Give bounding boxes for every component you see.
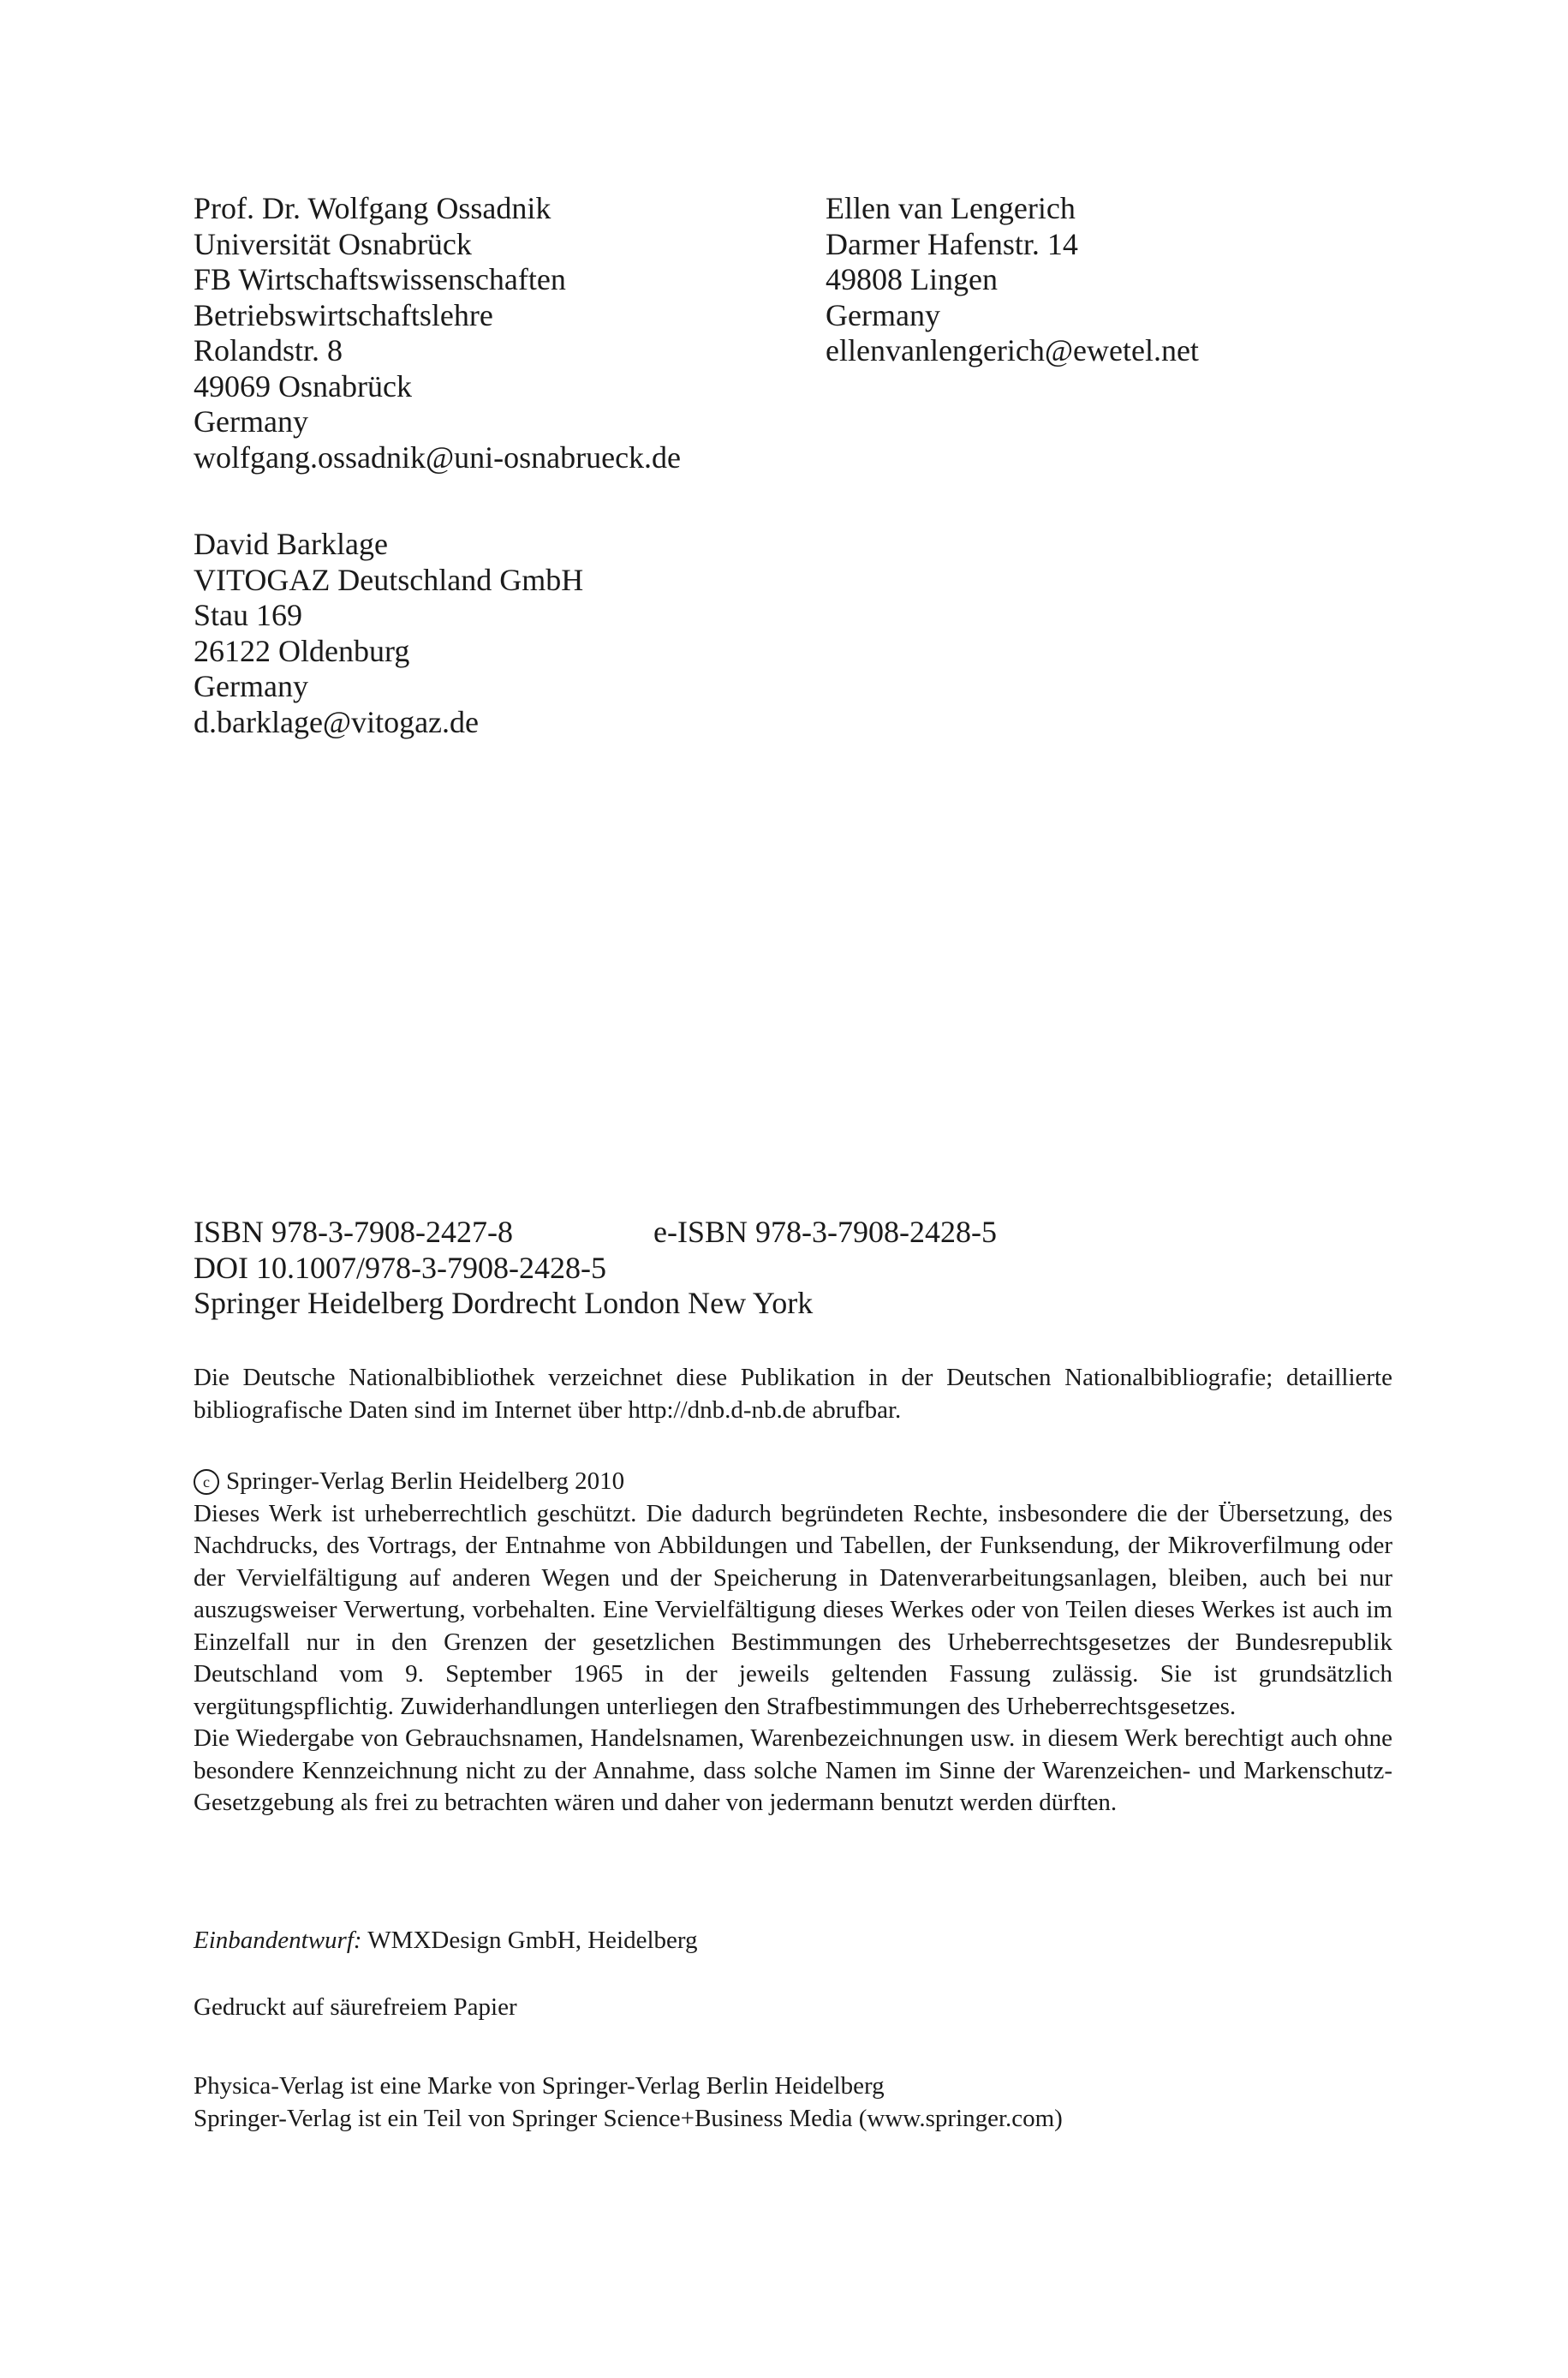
author-street: Darmer Hafenstr. 14 [826, 226, 1078, 261]
author-country: Germany [194, 404, 308, 439]
printed-note [194, 1992, 1392, 2024]
author-city: 26122 Oldenburg [194, 633, 410, 668]
isbn-print: ISBN 978-3-7908-2427-8 [194, 1215, 513, 1249]
isbn-row [194, 1215, 1392, 1251]
doi: DOI 10.1007/978-3-7908-2428-5 [194, 1250, 606, 1285]
imprint-block [194, 2070, 1392, 2135]
copyright-symbol: c [194, 1469, 219, 1495]
copyright-holder: Springer-Verlag Berlin Heidelberg 2010 [226, 1467, 625, 1495]
author-email: wolfgang.ossadnik@uni-osnabrueck.de [194, 439, 682, 475]
author-city: 49808 Lingen [826, 262, 998, 296]
author-institution: Universität Osnabrück [194, 226, 472, 261]
nationalbibliothek-notice [194, 1362, 1392, 1426]
author-name: Ellen van Lengerich [826, 191, 1076, 225]
cover-design-value: WMXDesign GmbH, Heidelberg [367, 1927, 698, 1954]
imprint-line: Physica-Verlag ist eine Marke von Springer-Verlag Berlin Heidelberg [194, 2072, 885, 2100]
copyright-line [194, 1466, 1392, 1498]
nationalbibliothek-text: Die Deutsche Nationalbibliothek verzeichnet diese Publikation in der Deutschen Nationalbibliografie; detaillierte bibliografische Daten sind im Internet über http://dnb.d-nb.de abrufbar. [194, 1364, 1392, 1424]
copyright-paragraph: Dieses Werk ist urheberrechtlich geschützt. Die dadurch begründeten Rechte, insbesondere die der Übersetzung, des Nachdrucks, des Vortrags, der Entnahme von Abbildungen und Tabellen, der Funksendung, der Mikroverfilmung oder der Vervielfältigung auf anderen Wegen und der Speicherung in Datenverarbeitungsanlagen, bleiben, auch bei nur auszugsweiser Verwertung, vorbehalten. Eine Vervielfältigung dieses Werkes oder von Teilen dieses Werkes ist auch im Einzelfall nur in den Grenzen der gesetzlichen Bestimmungen des Urheberrechtsgesetzes der Bundesrepublik Deutschland vom 9. September 1965 in der jeweils geltenden Fassung zulässig. Sie ist grundsätzlich vergütungspflichtig. Zuwiderhandlungen unterliegen den Strafbestimmungen des Urheberrechtsgesetzes. [194, 1499, 1392, 1720]
author-company: VITOGAZ Deutschland GmbH [194, 562, 584, 597]
author-name: David Barklage [194, 527, 388, 561]
author-street: Rolandstr. 8 [194, 333, 343, 367]
printed-text: Gedruckt auf säurefreiem Papier [194, 1993, 517, 2021]
copyright-block [194, 1466, 1392, 1819]
cover-design [194, 1925, 1392, 1957]
author-address-ossadnik [194, 191, 793, 475]
author-email: d.barklage@vitogaz.de [194, 704, 480, 739]
cover-design-label: Einbandentwurf: [194, 1927, 362, 1954]
author-country: Germany [194, 669, 308, 703]
author-city: 49069 Osnabrück [194, 368, 412, 403]
author-chair: Betriebswirtschaftslehre [194, 297, 493, 332]
trademark-paragraph: Die Wiedergabe von Gebrauchsnamen, Handelsnamen, Warenbezeichnungen usw. in diesem Werk berechtigt auch ohne besondere Kennzeichnung nicht zu der Annahme, dass solche Namen im Sinne der Warenzeichen- und Markenschutz-Gesetzgebung als frei zu betrachten wären und daher von jedermann benutzt werden dürften. [194, 1724, 1392, 1816]
imprint-line: Springer-Verlag ist ein Teil von Springer Science+Business Media (www.springer.com) [194, 2104, 1063, 2132]
author-country: Germany [826, 297, 940, 332]
isbn-electronic: e-ISBN 978-3-7908-2428-5 [653, 1215, 997, 1249]
author-name: Prof. Dr. Wolfgang Ossadnik [194, 191, 551, 225]
author-email: ellenvanlengerich@ewetel.net [826, 333, 1199, 367]
author-street: Stau 169 [194, 598, 303, 632]
publisher-places: Springer Heidelberg Dordrecht London New York [194, 1286, 814, 1320]
author-address-lengerich [826, 191, 1382, 369]
isbn-block [194, 1215, 1392, 1322]
author-address-barklage [194, 527, 793, 740]
author-department: FB Wirtschaftswissenschaften [194, 262, 566, 296]
